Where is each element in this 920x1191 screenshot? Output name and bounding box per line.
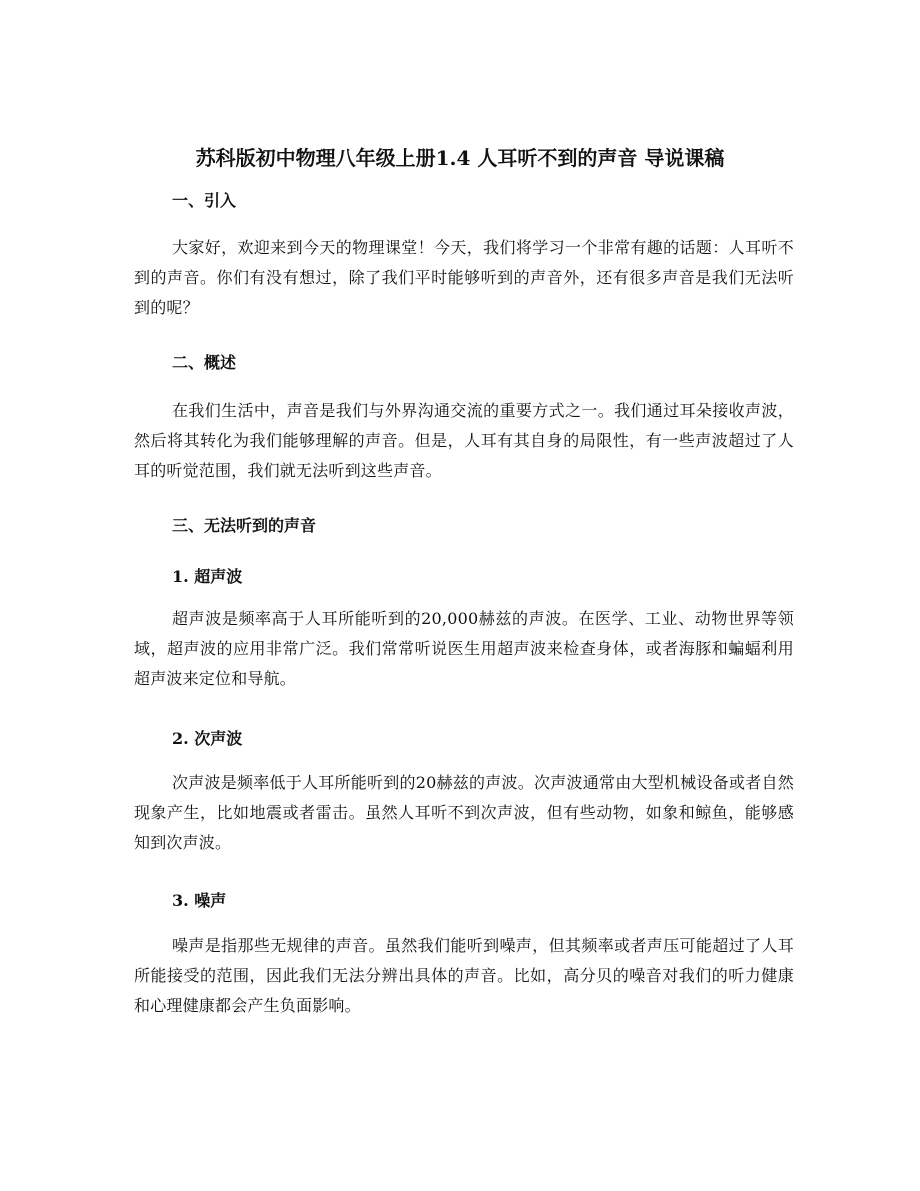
section-heading-inaudible-sounds: 三、无法听到的声音 bbox=[172, 516, 317, 535]
document-title: 苏科版初中物理八年级上册1.4 人耳听不到的声音 导说课稿 bbox=[195, 146, 725, 170]
subsection-paragraph-ultrasound: 超声波是频率高于人耳所能听到的20,000赫兹的声波。在医学、工业、动物世界等领域，超声波的应用非常广泛。我们常常听说医生用超声波来检查身体，或者海豚和蝙蝠利用超声波来定位和导航。 bbox=[134, 609, 794, 688]
section-paragraph-intro: 大家好，欢迎来到今天的物理课堂！今天，我们将学习一个非常有趣的话题：人耳听不到的声音。你们有没有想过，除了我们平时能够听到的声音外，还有很多声音是我们无法听到的呢？ bbox=[134, 238, 794, 317]
subsection-paragraph-noise: 噪声是指那些无规律的声音。虽然我们能听到噪声，但其频率或者声压可能超过了人耳所能接受的范围，因此我们无法分辨出具体的声音。比如，高分贝的噪音对我们的听力健康和心理健康都会产生负面影响。 bbox=[134, 936, 794, 1015]
subsection-heading-noise: 3. 噪声 bbox=[172, 891, 227, 910]
section-heading-intro: 一、引入 bbox=[172, 191, 237, 210]
subsection-heading-ultrasound: 1. 超声波 bbox=[172, 567, 243, 586]
section-heading-overview: 二、概述 bbox=[172, 353, 237, 372]
subsection-heading-infrasound: 2. 次声波 bbox=[172, 729, 243, 748]
subsection-paragraph-infrasound: 次声波是频率低于人耳所能听到的20赫兹的声波。次声波通常由大型机械设备或者自然现象产生，比如地震或者雷击。虽然人耳听不到次声波，但有些动物，如象和鲸鱼，能够感知到次声波。 bbox=[134, 773, 794, 852]
section-paragraph-overview: 在我们生活中，声音是我们与外界沟通交流的重要方式之一。我们通过耳朵接收声波，然后将其转化为我们能够理解的声音。但是，人耳有其自身的局限性，有一些声波超过了人耳的听觉范围，我们就无法听到这些声音。 bbox=[134, 401, 794, 480]
